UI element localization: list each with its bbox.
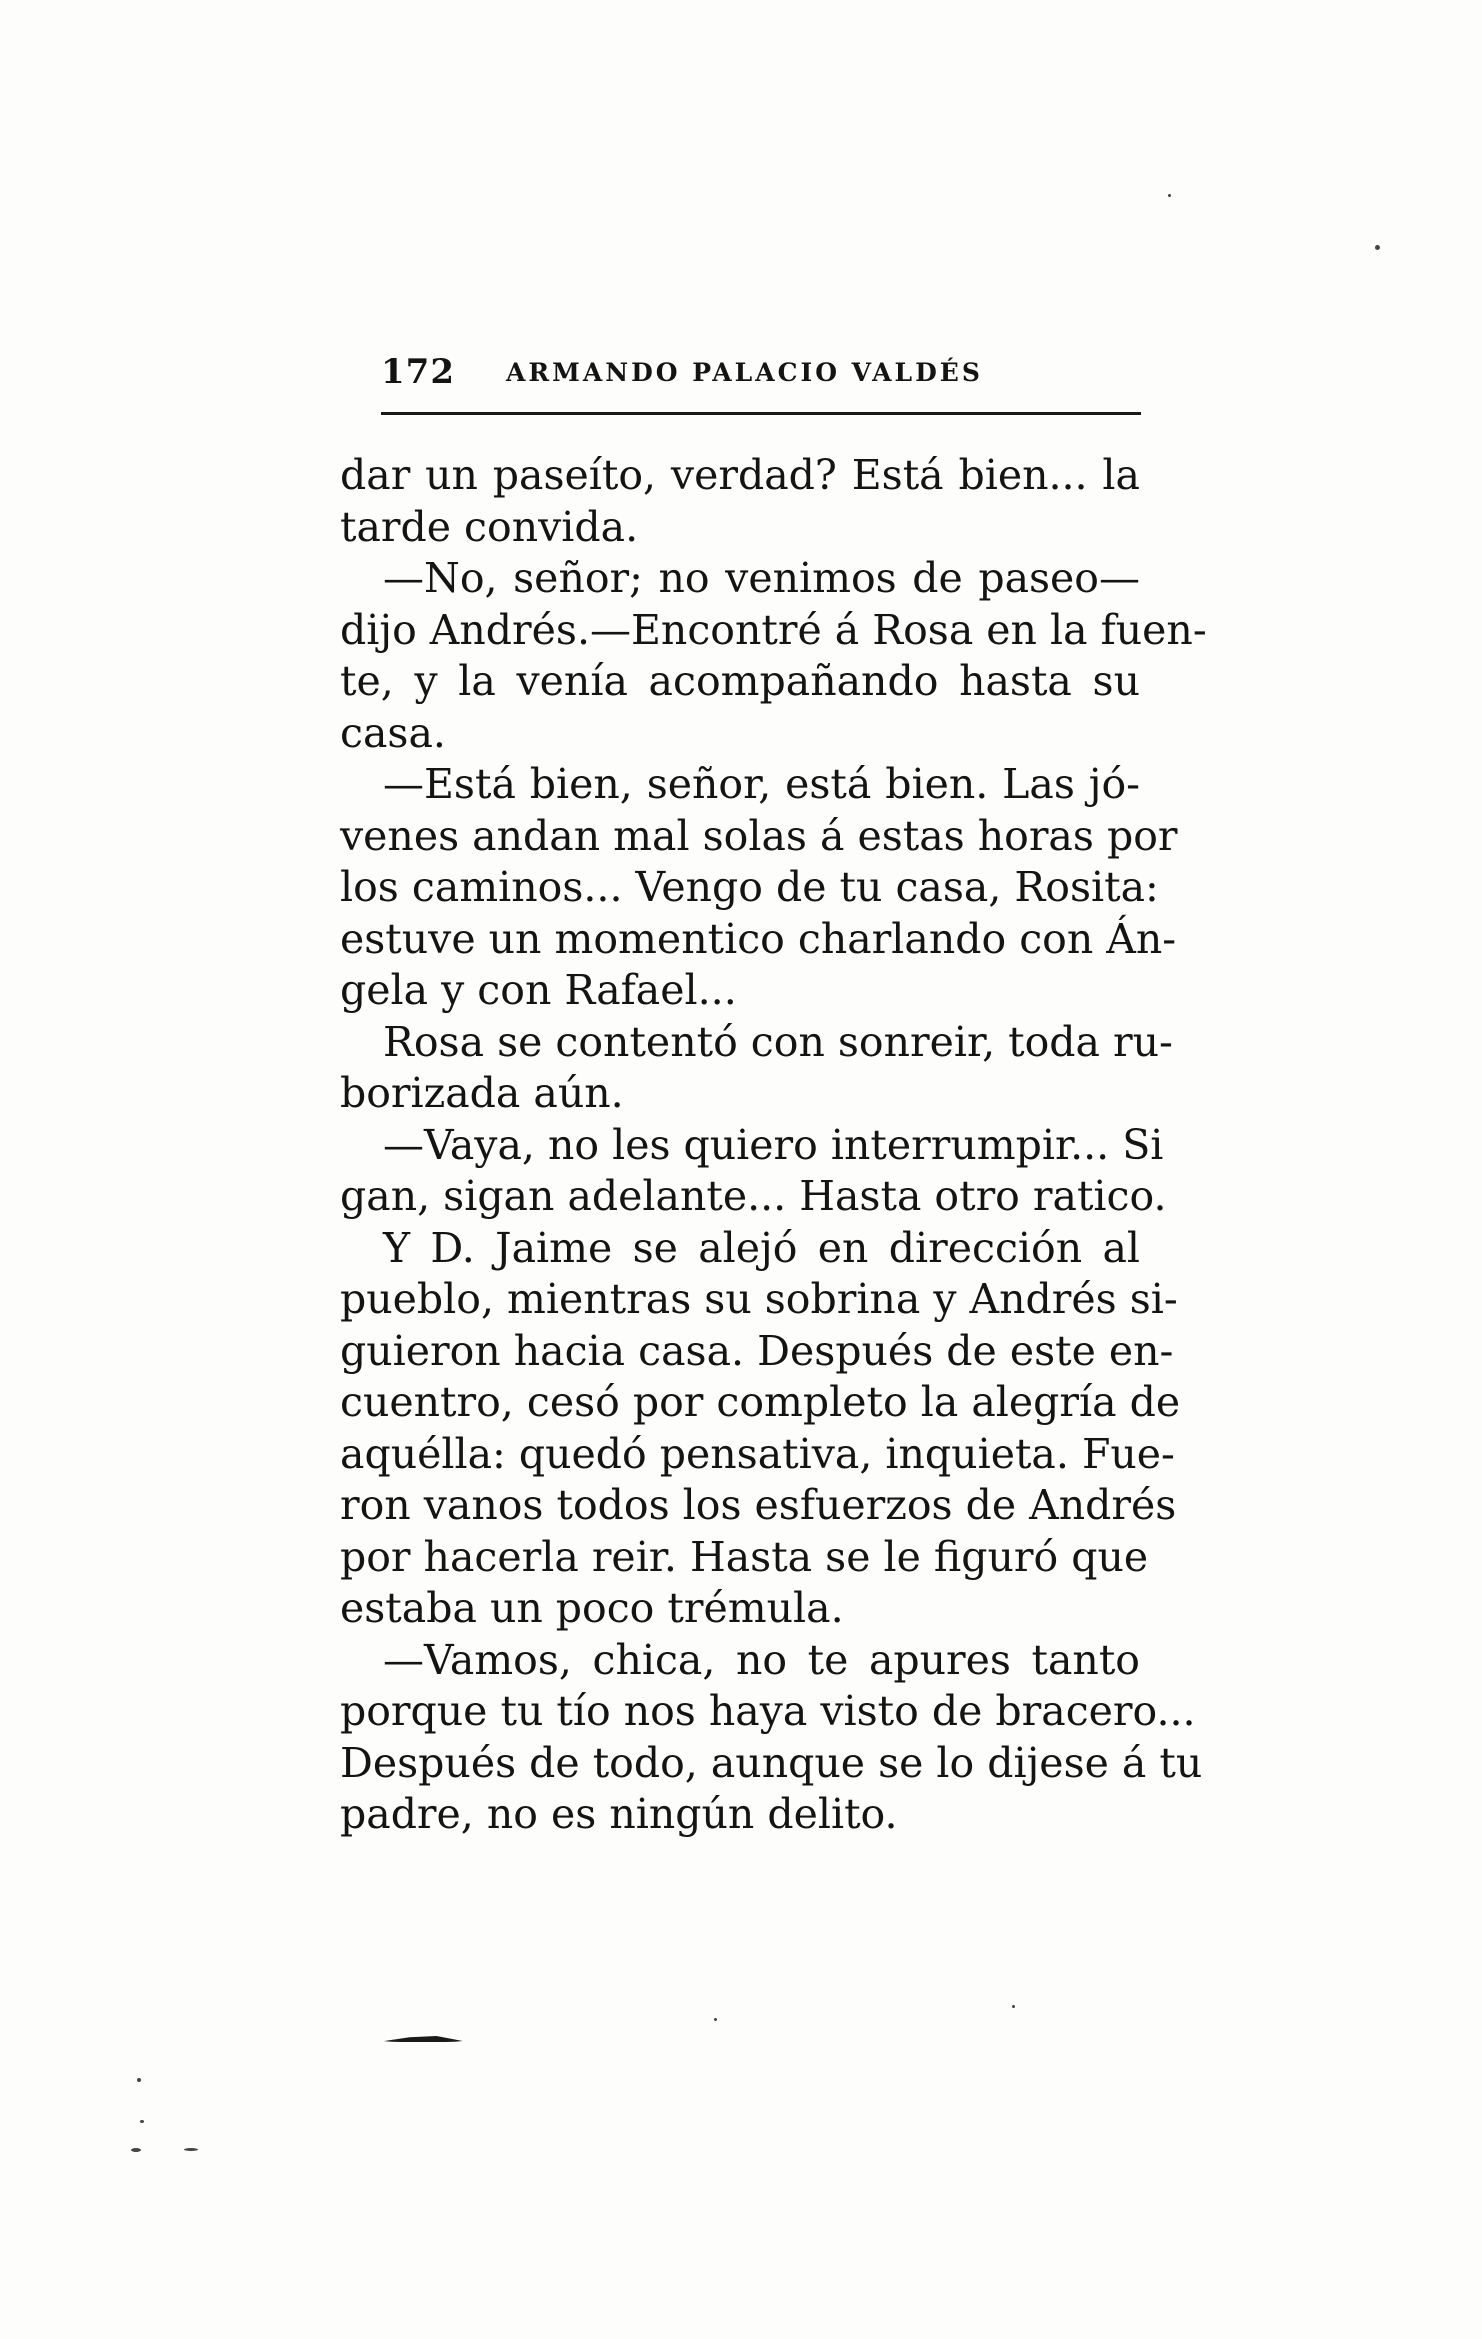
text-line: los caminos... Vengo de tu casa, Rosita: (340, 863, 1159, 911)
text-line: —No, señor; no venimos de paseo— (383, 554, 1140, 602)
body-text (340, 450, 1207, 1841)
text-line: gan, sigan adelante... Hasta otro ratico. (340, 1172, 1167, 1220)
text-line: estaba un poco trémula. (340, 1584, 844, 1632)
text-line: tarde convida. (340, 502, 639, 551)
text-line: —Vamos, chica, no te apures tanto (383, 1635, 1140, 1684)
text-line: gela y con Rafael... (340, 966, 737, 1014)
print-speck (131, 2148, 141, 2152)
text-line: ron vanos todos los esfuerzos de Andrés (340, 1481, 1177, 1529)
print-speck (714, 2018, 717, 2021)
print-speck (140, 2120, 144, 2123)
text-line: borizada aún. (340, 1069, 624, 1117)
text-line: estuve un momentico charlando con Án- (340, 914, 1177, 963)
text-line: venes andan mal solas á estas horas por (340, 811, 1178, 860)
text-line: pueblo, mientras su sobrina y Andrés si- (340, 1275, 1178, 1323)
running-title: ARMANDO PALACIO VALDÉS (506, 358, 983, 387)
print-speck (1012, 2005, 1015, 2008)
text-line: dijo Andrés.—Encontré á Rosa en la fuen- (340, 605, 1207, 654)
print-speck (184, 2148, 198, 2151)
text-line: porque tu tío nos haya visto de bracero... (340, 1687, 1196, 1735)
text-line: guieron hacia casa. Después de este en- (340, 1326, 1174, 1375)
text-line: —Vaya, no les quiero interrumpir... Si (383, 1120, 1164, 1169)
print-speck (137, 2078, 141, 2082)
text-line: Y D. Jaime se alejó en dirección al (383, 1223, 1140, 1272)
text-line: padre, no es ningún delito. (340, 1790, 898, 1838)
print-speck (1168, 194, 1171, 197)
text-line: cuentro, cesó por completo la alegría de (340, 1378, 1181, 1426)
text-line: te, y la venía acompañando hasta su (340, 657, 1140, 705)
text-line: casa. (340, 708, 446, 757)
end-ornament (378, 2036, 468, 2042)
header-rule (381, 412, 1141, 415)
page-number: 172 (381, 352, 455, 392)
text-line: Después de todo, aunque se lo dijese á tu (340, 1738, 1203, 1787)
text-line: aquélla: quedó pensativa, inquieta. Fue- (340, 1429, 1175, 1478)
text-line: por hacerla reir. Hasta se le figuró que (340, 1532, 1149, 1581)
print-speck (1375, 245, 1380, 250)
text-line: dar un paseíto, verdad? Está bien... la (340, 451, 1140, 499)
text-line: Rosa se contentó con sonreir, toda ru- (383, 1017, 1173, 1066)
running-head (381, 352, 1141, 400)
text-line: —Está bien, señor, está bien. Las jó- (383, 760, 1140, 808)
